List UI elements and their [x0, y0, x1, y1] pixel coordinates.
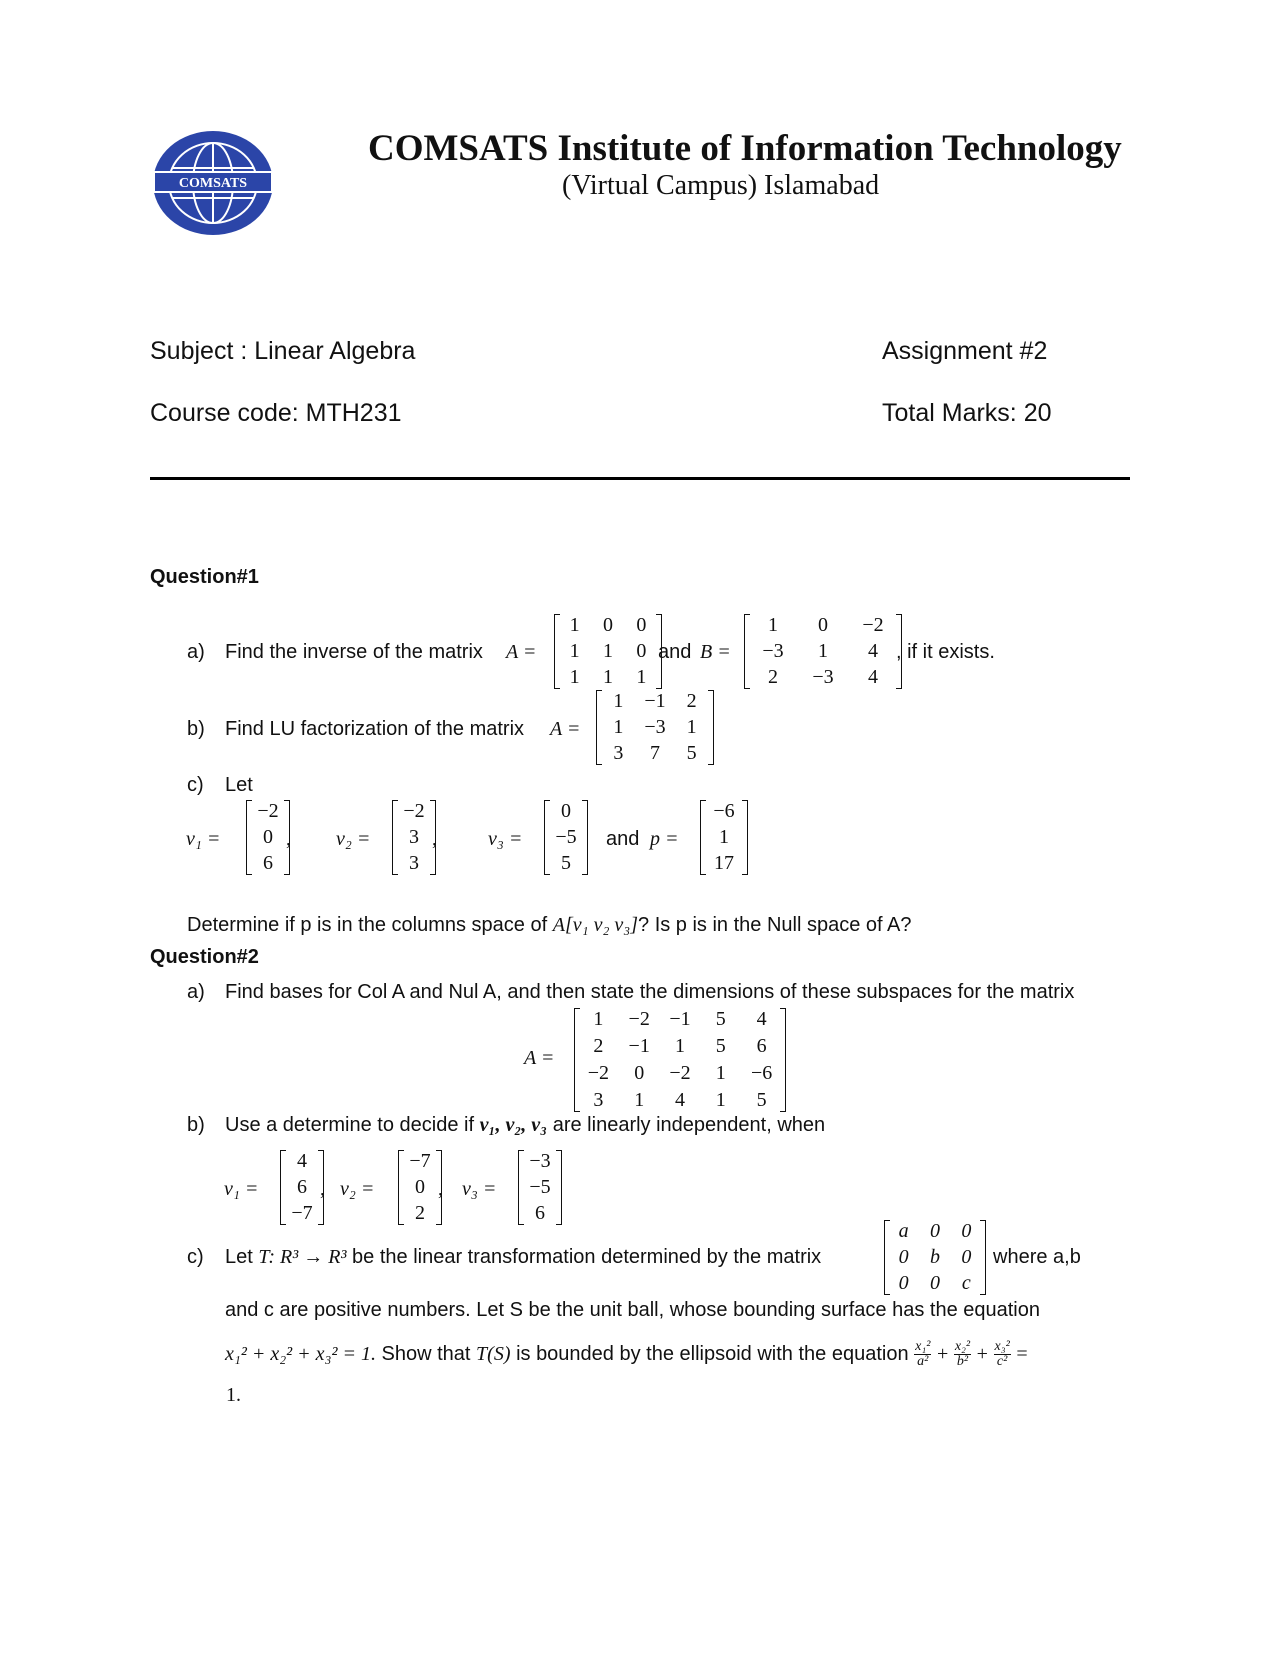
matrix-entry: 1: [602, 640, 613, 662]
q2c-map: T: R³ → R³: [258, 1246, 347, 1268]
q1a-and: and: [658, 641, 692, 663]
matrix-entry: 1: [686, 716, 697, 738]
q2c-text-pre: Let: [225, 1246, 253, 1268]
matrix-entry: 1: [674, 1035, 685, 1057]
matrix-entry: c: [961, 1272, 971, 1294]
q1c-v1-label: v₁ =: [186, 828, 221, 850]
q1b-matrix-A: [596, 690, 714, 765]
matrix-entry: 6: [263, 852, 273, 874]
equals: =: [1016, 1342, 1028, 1365]
logo-text: COMSATS: [178, 176, 248, 191]
q2b-comma-2: ,: [438, 1178, 443, 1200]
q1c-and: and: [606, 828, 640, 850]
total-marks: Total Marks: 20: [882, 399, 1052, 427]
fraction-x2: [954, 1340, 971, 1369]
campus-name: (Virtual Campus) Islamabad: [562, 170, 880, 201]
q1c-vector-p: [700, 800, 748, 875]
matrix-entry: 0: [602, 614, 613, 636]
matrix-entry: −2: [628, 1008, 650, 1030]
matrix-entry: 1: [613, 716, 624, 738]
matrix-entry: −2: [403, 800, 425, 822]
q2c-matrix: [884, 1220, 986, 1295]
matrix-entry: 3: [593, 1089, 604, 1111]
q1a-A-label: A =: [506, 641, 537, 663]
matrix-entry: 5: [561, 852, 571, 874]
matrix-entry: 17: [714, 852, 734, 874]
q1b-text: Find LU factorization of the matrix: [225, 718, 525, 740]
question-2-heading: Question#2: [150, 946, 259, 968]
matrix-entry: 3: [613, 742, 624, 764]
q2b-vector-v1: [280, 1150, 324, 1225]
q1b-A-label: A =: [550, 718, 581, 740]
matrix-entry: 0: [961, 1220, 972, 1242]
matrix-entry: 0: [898, 1272, 909, 1294]
fraction-x1: [914, 1340, 931, 1369]
q2b-text-pre: Use a determine to decide if: [225, 1114, 475, 1136]
matrix-entry: 1: [593, 1008, 604, 1030]
matrix-entry: −3: [529, 1150, 551, 1172]
plus-2: +: [976, 1342, 988, 1365]
q1c-v2-label: v₂ =: [336, 828, 371, 850]
q1a-B-label: B =: [700, 641, 731, 663]
fraction-x3: [994, 1340, 1011, 1369]
matrix-entry: 1: [715, 1089, 726, 1111]
matrix-entry: −5: [529, 1176, 551, 1198]
matrix-entry: 4: [868, 640, 878, 662]
q1c-v3-label: v₃ =: [488, 828, 523, 850]
matrix-entry: −5: [555, 826, 577, 848]
matrix-entry: 2: [415, 1202, 425, 1224]
fraction-x3-den: c²: [996, 1354, 1008, 1369]
q2c-eq1: x₁² + x₂² + x₃² = 1.: [225, 1342, 376, 1365]
assignment-number: Assignment #2: [882, 337, 1048, 365]
q2b-comma-1: ,: [320, 1178, 325, 1200]
q1a-matrix-B: [744, 614, 902, 689]
matrix-entry: b: [929, 1246, 940, 1268]
q1c-question-post: ? Is p is in the Null space of A?: [638, 914, 912, 936]
q1b-label: b): [187, 718, 205, 740]
q1c-comma-1: ,: [286, 828, 291, 850]
matrix-entry: 0: [561, 800, 571, 822]
matrix-entry: 5: [686, 742, 697, 764]
matrix-entry: −6: [750, 1062, 773, 1084]
q2a-A-label: A =: [524, 1047, 555, 1069]
matrix-entry: −1: [669, 1008, 691, 1030]
matrix-entry: 0: [898, 1246, 909, 1268]
matrix-entry: 5: [756, 1089, 767, 1111]
q1c-question-math: A[v₁ v₂ v₃]: [552, 914, 639, 936]
q1c-p-label: p =: [650, 828, 679, 850]
matrix-entry: 1: [634, 1089, 645, 1111]
matrix-entry: 0: [636, 614, 647, 636]
q2c-text-tail: where a,b: [993, 1246, 1081, 1268]
matrix-entry: 1: [569, 666, 580, 688]
matrix-entry: 5: [715, 1008, 726, 1030]
q1c-text: Let: [225, 774, 253, 796]
header-divider: [150, 477, 1130, 480]
matrix-entry: 1: [613, 690, 624, 712]
q2b-v2-label: v₂ =: [340, 1178, 375, 1200]
q2b-label: b): [187, 1114, 205, 1136]
q2b-vectors: v₁, v₂, v₃: [479, 1114, 548, 1136]
q1a-tail: , if it exists.: [896, 641, 995, 663]
matrix-entry: 5: [715, 1035, 726, 1057]
matrix-entry: 4: [297, 1150, 307, 1172]
matrix-entry: 7: [649, 742, 660, 764]
matrix-entry: −6: [713, 800, 735, 822]
fraction-x2-den: b²: [956, 1354, 969, 1369]
matrix-entry: 6: [756, 1035, 767, 1057]
course-code: Course code: MTH231: [150, 399, 402, 427]
q1c-vector-v1: [246, 800, 290, 875]
q2c-line2: and c are positive numbers. Let S be the unit ball, whose bounding surface has the equation: [225, 1299, 1040, 1321]
q1c-label: c): [187, 774, 204, 796]
q2c-end: 1.: [226, 1384, 241, 1406]
matrix-entry: −1: [628, 1035, 650, 1057]
matrix-entry: 0: [929, 1220, 940, 1242]
q2a-text: Find bases for Col A and Nul A, and then state the dimensions of these subspaces for the matrix: [225, 981, 1075, 1003]
matrix-entry: −7: [291, 1202, 313, 1224]
q2c-line3-mid: Show that: [381, 1342, 471, 1365]
q2c-label: c): [187, 1246, 204, 1268]
matrix-entry: 0: [634, 1062, 645, 1084]
matrix-entry: 2: [686, 690, 697, 712]
q1c-vector-v3: [544, 800, 588, 875]
matrix-entry: 1: [636, 666, 647, 688]
q2a-label: a): [187, 981, 205, 1003]
fraction-x1-num: x₁²: [915, 1339, 931, 1354]
comsats-logo: [150, 128, 276, 238]
q1a-text: Find the inverse of the matrix: [225, 641, 483, 663]
q2b-text: [225, 1114, 825, 1137]
matrix-entry: 2: [593, 1035, 604, 1057]
q1c-question-pre: Determine if p is in the columns space of: [187, 914, 548, 936]
matrix-entry: 1: [602, 666, 613, 688]
matrix-entry: −2: [669, 1062, 691, 1084]
q2c-TS: T(S): [476, 1342, 511, 1365]
matrix-entry: 1: [569, 640, 580, 662]
matrix-entry: 4: [674, 1089, 685, 1111]
matrix-entry: −2: [862, 614, 884, 636]
matrix-entry: 1: [715, 1062, 726, 1084]
matrix-entry: 1: [768, 614, 778, 636]
q2c-line3-post: is bounded by the ellipsoid with the equation: [516, 1342, 909, 1365]
fraction-x1-den: a²: [917, 1354, 929, 1369]
institution-name: COMSATS Institute of Information Technology: [368, 128, 1122, 169]
matrix-entry: 1: [719, 826, 729, 848]
q2b-v3-label: v₃ =: [462, 1178, 497, 1200]
matrix-entry: a: [898, 1220, 909, 1242]
matrix-entry: −7: [409, 1150, 431, 1172]
matrix-entry: 4: [756, 1008, 767, 1030]
matrix-entry: −2: [587, 1062, 610, 1084]
matrix-entry: 0: [415, 1176, 425, 1198]
matrix-entry: 6: [535, 1202, 545, 1224]
matrix-entry: 0: [961, 1246, 972, 1268]
q1c-comma-2: ,: [432, 828, 437, 850]
matrix-entry: −3: [762, 640, 784, 662]
q2c-line1: [225, 1246, 821, 1269]
q2b-text-post: are linearly independent, when: [552, 1114, 826, 1136]
matrix-entry: 0: [929, 1272, 940, 1294]
q2c-text-mid: be the linear transformation determined by the matrix: [352, 1246, 822, 1268]
matrix-entry: 0: [263, 826, 273, 848]
matrix-entry: −3: [644, 716, 666, 738]
matrix-entry: 0: [818, 614, 828, 636]
matrix-entry: 6: [297, 1176, 307, 1198]
matrix-entry: 1: [569, 614, 580, 636]
matrix-entry: −1: [644, 690, 666, 712]
q2b-vector-v2: [398, 1150, 442, 1225]
question-1-heading: Question#1: [150, 566, 259, 588]
q2c-line3: [225, 1340, 1028, 1369]
matrix-entry: 4: [868, 666, 878, 688]
matrix-entry: 0: [636, 640, 647, 662]
q2a-matrix-A: [574, 1008, 786, 1112]
fraction-x2-num: x₂²: [954, 1339, 971, 1354]
matrix-entry: −3: [812, 666, 834, 688]
matrix-entry: 3: [409, 852, 419, 874]
q1a-matrix-A: [554, 614, 662, 689]
matrix-entry: 3: [409, 826, 419, 848]
matrix-entry: 1: [818, 640, 828, 662]
matrix-entry: −2: [257, 800, 279, 822]
q1c-question: [187, 914, 912, 937]
fraction-x3-num: x₃²: [994, 1339, 1010, 1354]
q2b-v1-label: v₁ =: [224, 1178, 259, 1200]
subject: Subject : Linear Algebra: [150, 337, 416, 365]
plus-1: +: [936, 1342, 949, 1365]
q1c-vector-v2: [392, 800, 436, 875]
q2b-vector-v3: [518, 1150, 562, 1225]
matrix-entry: 2: [768, 666, 778, 688]
q1a-label: a): [187, 641, 205, 663]
